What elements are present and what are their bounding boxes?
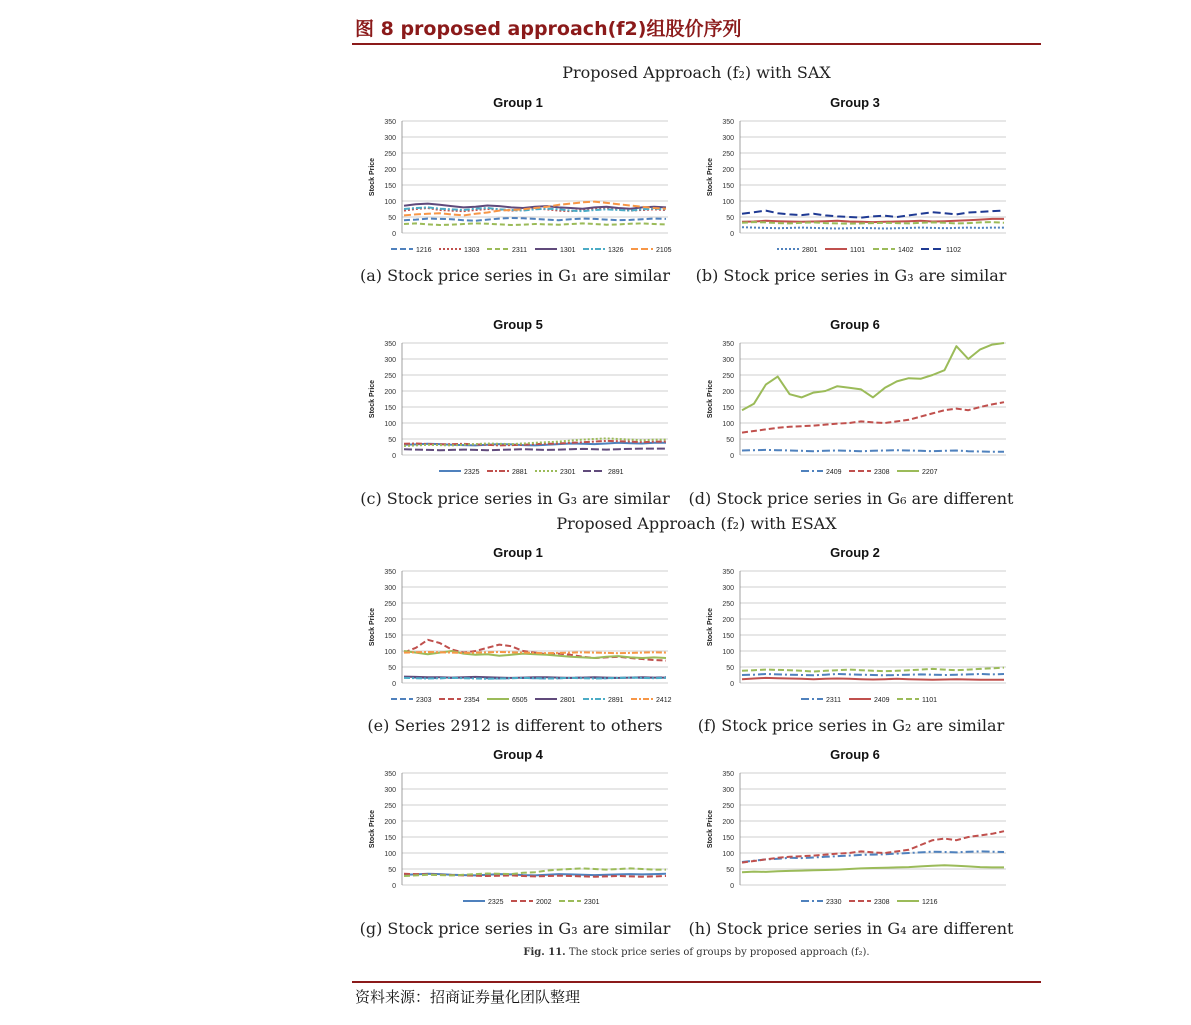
y-tick-label: 250 <box>722 601 734 608</box>
y-tick-label: 0 <box>730 453 734 460</box>
y-tick-label: 50 <box>726 437 734 444</box>
legend-label-2412: 2412 <box>656 697 672 704</box>
legend-label-6505: 6505 <box>512 697 528 704</box>
chart-group1-esax <box>362 563 678 708</box>
legend-label-2330: 2330 <box>826 899 842 906</box>
y-tick-label: 350 <box>722 771 734 778</box>
caption-h: (h) Stock price series in G₄ are different <box>688 919 1014 938</box>
legend-label-2308: 2308 <box>874 899 890 906</box>
y-tick-label: 200 <box>384 819 396 826</box>
y-tick-label: 150 <box>384 633 396 640</box>
y-tick-label: 250 <box>722 151 734 158</box>
y-tick-label: 350 <box>722 119 734 126</box>
y-tick-label: 100 <box>384 421 396 428</box>
chart-group3-sax <box>700 113 1016 258</box>
legend-label-2891: 2891 <box>608 697 624 704</box>
y-tick-label: 100 <box>384 851 396 858</box>
legend-label-2801: 2801 <box>560 697 576 704</box>
y-tick-label: 250 <box>384 803 396 810</box>
chart-group6-esax <box>700 765 1016 910</box>
legend-label-2303: 2303 <box>416 697 432 704</box>
caption-d: (d) Stock price series in G₆ are different <box>688 489 1014 508</box>
y-axis-label: Stock Price <box>707 809 714 849</box>
y-tick-label: 0 <box>730 883 734 890</box>
y-tick-label: 250 <box>722 803 734 810</box>
y-axis-label: Stock Price <box>369 809 376 849</box>
legend-label-1102: 1102 <box>946 247 962 254</box>
chart-group1-sax <box>362 113 678 258</box>
y-tick-label: 50 <box>388 215 396 222</box>
legend-label-2891: 2891 <box>608 469 624 476</box>
panel-title-f: Group 2 <box>830 545 880 560</box>
y-axis-label: Stock Price <box>369 379 376 419</box>
legend-label-2105: 2105 <box>656 247 672 254</box>
y-axis-label: Stock Price <box>707 157 714 197</box>
y-tick-label: 0 <box>392 453 396 460</box>
y-axis-label: Stock Price <box>369 607 376 647</box>
legend-label-2801: 2801 <box>802 247 818 254</box>
y-tick-label: 100 <box>722 421 734 428</box>
y-axis-label: Stock Price <box>707 379 714 419</box>
y-tick-label: 200 <box>384 617 396 624</box>
y-tick-label: 150 <box>722 183 734 190</box>
panel-title-e: Group 1 <box>493 545 543 560</box>
panel-title-d: Group 6 <box>830 317 880 332</box>
y-tick-label: 150 <box>384 405 396 412</box>
y-tick-label: 100 <box>722 649 734 656</box>
y-tick-label: 350 <box>384 119 396 126</box>
y-tick-label: 300 <box>722 135 734 142</box>
series-line-1101 <box>742 219 1004 222</box>
y-axis-label: Stock Price <box>707 607 714 647</box>
panel-title-h: Group 6 <box>830 747 880 762</box>
y-tick-label: 300 <box>722 585 734 592</box>
caption-e: (e) Series 2912 is different to others <box>367 716 663 735</box>
legend-label-2311: 2311 <box>826 697 842 704</box>
series-line-2311 <box>404 223 666 225</box>
footer-divider <box>352 981 1041 983</box>
legend-label-2354: 2354 <box>464 697 480 704</box>
legend-label-2002: 2002 <box>536 899 552 906</box>
caption-b: (b) Stock price series in G₃ are similar <box>695 266 1007 285</box>
section-title-sax: Proposed Approach (f₂) with SAX <box>562 63 831 82</box>
section-title-esax: Proposed Approach (f₂) with ESAX <box>556 514 837 533</box>
legend-label-1301: 1301 <box>560 247 576 254</box>
legend-label-2207: 2207 <box>922 469 938 476</box>
legend-label-1402: 1402 <box>898 247 914 254</box>
y-tick-label: 350 <box>384 341 396 348</box>
series-line-2409 <box>742 450 1004 452</box>
legend-label-2409: 2409 <box>826 469 842 476</box>
y-tick-label: 50 <box>388 437 396 444</box>
y-tick-label: 300 <box>722 357 734 364</box>
legend-label-1216: 1216 <box>922 899 938 906</box>
panel-title-g: Group 4 <box>493 747 543 762</box>
y-tick-label: 300 <box>384 135 396 142</box>
series-line-2801 <box>742 227 1004 228</box>
panel-title-a: Group 1 <box>493 95 543 110</box>
y-tick-label: 200 <box>384 389 396 396</box>
y-tick-label: 0 <box>392 681 396 688</box>
figure-label: Fig. 11. <box>523 947 566 958</box>
header-divider <box>352 43 1041 45</box>
series-line-1216 <box>404 218 666 221</box>
y-tick-label: 150 <box>384 183 396 190</box>
caption-c: (c) Stock price series in G₃ are similar <box>360 489 670 508</box>
series-line-1402 <box>742 222 1004 224</box>
y-tick-label: 100 <box>722 199 734 206</box>
y-tick-label: 250 <box>384 151 396 158</box>
series-line-2409 <box>742 678 1004 680</box>
panel-title-b: Group 3 <box>830 95 880 110</box>
legend-label-2409: 2409 <box>874 697 890 704</box>
y-tick-label: 350 <box>384 569 396 576</box>
series-line-1102 <box>742 211 1004 218</box>
legend-label-2325: 2325 <box>488 899 504 906</box>
caption-a: (a) Stock price series in G₁ are similar <box>359 266 671 285</box>
y-tick-label: 150 <box>722 835 734 842</box>
y-tick-label: 200 <box>384 167 396 174</box>
series-line-2207 <box>742 343 1004 410</box>
y-axis-label: Stock Price <box>369 157 376 197</box>
y-tick-label: 300 <box>722 787 734 794</box>
y-tick-label: 350 <box>722 569 734 576</box>
y-tick-label: 100 <box>384 649 396 656</box>
chart-group5-sax <box>362 335 678 480</box>
y-tick-label: 250 <box>722 373 734 380</box>
y-tick-label: 200 <box>722 389 734 396</box>
legend-label-2881: 2881 <box>512 469 528 476</box>
legend-label-2301: 2301 <box>560 469 576 476</box>
panel-title-c: Group 5 <box>493 317 543 332</box>
legend-label-1303: 1303 <box>464 247 480 254</box>
legend-label-1216: 1216 <box>416 247 432 254</box>
y-tick-label: 0 <box>730 231 734 238</box>
legend-label-2308: 2308 <box>874 469 890 476</box>
series-line-2308 <box>742 831 1004 862</box>
legend-label-1101: 1101 <box>850 247 866 254</box>
y-tick-label: 150 <box>722 633 734 640</box>
y-tick-label: 50 <box>388 665 396 672</box>
y-tick-label: 50 <box>388 867 396 874</box>
y-tick-label: 300 <box>384 585 396 592</box>
figure-text: The stock price series of groups by proposed approach (f₂). <box>568 947 870 958</box>
y-tick-label: 150 <box>384 835 396 842</box>
figure-caption <box>352 947 1041 958</box>
legend-label-2311: 2311 <box>512 247 528 254</box>
y-tick-label: 0 <box>392 883 396 890</box>
series-line-2311 <box>742 674 1004 675</box>
y-tick-label: 100 <box>722 851 734 858</box>
source-note: 资料来源：招商证券量化团队整理 <box>355 988 581 1006</box>
y-tick-label: 350 <box>722 341 734 348</box>
y-tick-label: 200 <box>722 617 734 624</box>
series-line-1101 <box>742 668 1004 672</box>
y-tick-label: 50 <box>726 215 734 222</box>
y-tick-label: 50 <box>726 665 734 672</box>
y-tick-label: 250 <box>384 373 396 380</box>
chart-group6-sax <box>700 335 1016 480</box>
caption-g: (g) Stock price series in G₃ are similar <box>359 919 671 938</box>
y-tick-label: 300 <box>384 787 396 794</box>
legend-label-2325: 2325 <box>464 469 480 476</box>
y-tick-label: 0 <box>730 681 734 688</box>
y-tick-label: 100 <box>384 199 396 206</box>
y-tick-label: 200 <box>722 167 734 174</box>
chart-group2-esax <box>700 563 1016 708</box>
chart-group4-esax <box>362 765 678 910</box>
y-tick-label: 150 <box>722 405 734 412</box>
legend-label-2301: 2301 <box>584 899 600 906</box>
y-tick-label: 200 <box>722 819 734 826</box>
y-tick-label: 350 <box>384 771 396 778</box>
legend-label-1326: 1326 <box>608 247 624 254</box>
y-tick-label: 300 <box>384 357 396 364</box>
caption-f: (f) Stock price series in G₂ are similar <box>697 716 1005 735</box>
y-tick-label: 50 <box>726 867 734 874</box>
series-line-2891 <box>404 449 666 451</box>
y-tick-label: 250 <box>384 601 396 608</box>
report-title: 图 8 proposed approach(f2)组股价序列 <box>355 18 742 40</box>
y-tick-label: 0 <box>392 231 396 238</box>
legend-label-1101: 1101 <box>922 697 938 704</box>
